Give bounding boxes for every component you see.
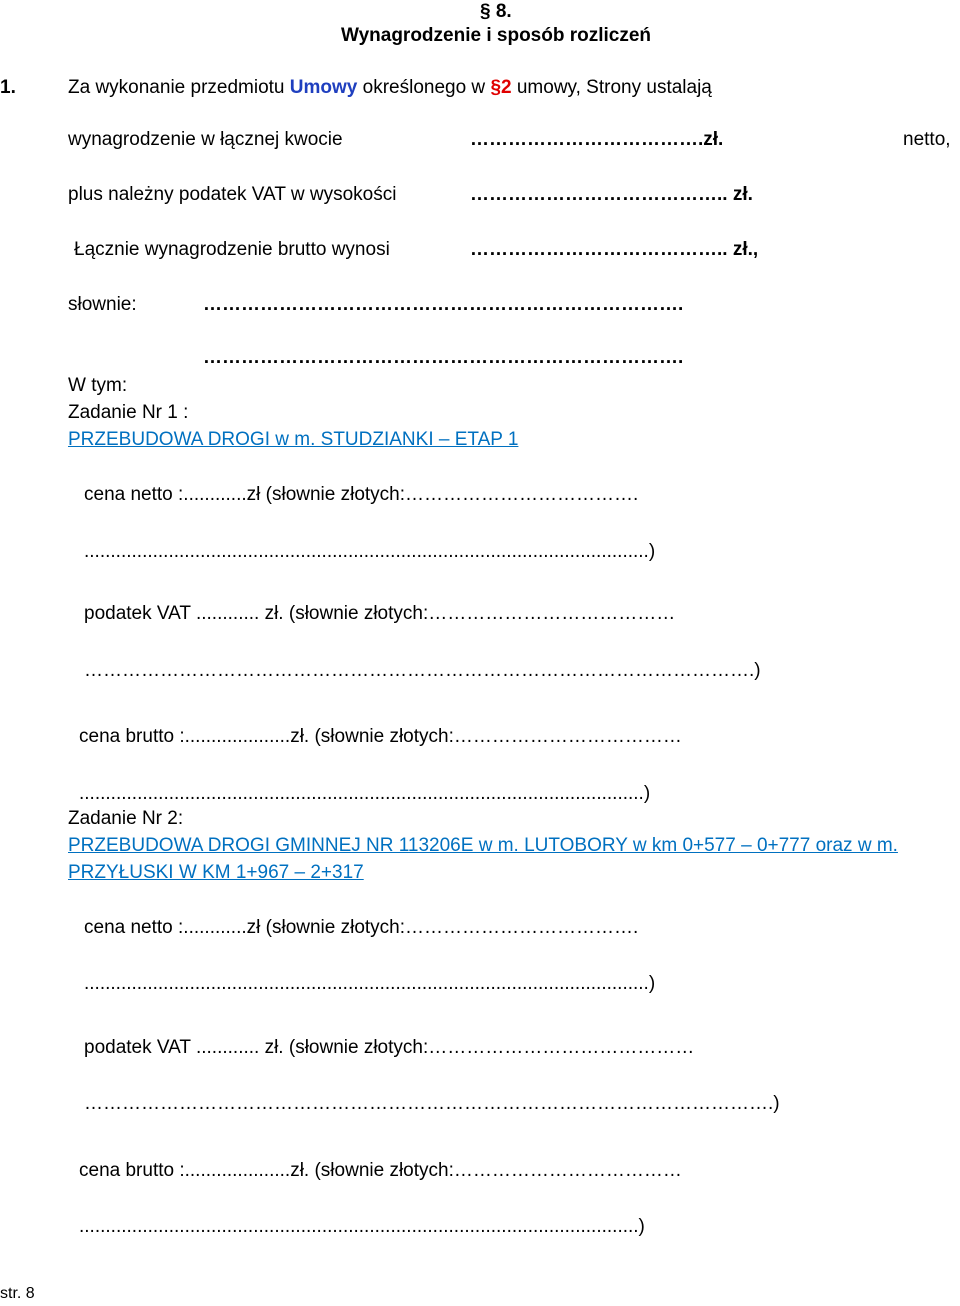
- slownie-line-1: ………………………………………………………………….: [203, 294, 684, 315]
- section-title: Wynagrodzenie i sposób rozliczeń: [341, 25, 652, 46]
- section-ref: §2: [490, 77, 512, 98]
- task-1-vat-cont: …………………………………………………………………………………………….): [84, 660, 761, 681]
- task-2-netto-cont: ...........................................................................................................): [84, 973, 656, 994]
- point-1-text-middle: określonego w: [357, 77, 491, 98]
- task-2-brutto-cont: ..........................................................................................................): [79, 1216, 645, 1237]
- point-1-text-before: Za wykonanie przedmiotu: [68, 77, 290, 98]
- task-1-brutto-cont: ...........................................................................................................): [79, 783, 651, 804]
- task-1-netto: cena netto :............zł (słownie złotych:……………………………….: [84, 484, 639, 505]
- slownie-line-2: ………………………………………………………………….: [203, 347, 684, 368]
- task-1-netto-cont: ...........................................................................................................): [84, 541, 656, 562]
- vat-label: plus należny podatek VAT w wysokości: [68, 184, 397, 205]
- page-number: str. 8: [0, 1285, 35, 1302]
- point-1-text: [68, 76, 712, 100]
- point-1-text-after: umowy, Strony ustalają: [511, 77, 712, 98]
- umowy-term: Umowy: [289, 77, 358, 98]
- netto-label: wynagrodzenie w łącznej kwocie: [68, 129, 343, 150]
- task-2-title-line-2: PRZYŁUSKI W KM 1+967 – 2+317: [68, 862, 364, 883]
- section-number: § 8.: [480, 1, 512, 22]
- task-1-label: Zadanie Nr 1 :: [68, 402, 189, 423]
- task-1-vat: podatek VAT ............ zł. (słownie złotych:…………………………………: [84, 603, 676, 624]
- task-2-netto: cena netto :............zł (słownie złotych:……………………………….: [84, 917, 639, 938]
- task-2-vat: podatek VAT ............ zł. (słownie złotych:……………………………………: [84, 1037, 695, 1058]
- task-2-label: Zadanie Nr 2:: [68, 808, 184, 829]
- task-1-brutto: cena brutto :....................zł. (słownie złotych:………………………………: [79, 726, 682, 747]
- task-1-title: PRZEBUDOWA DROGI w m. STUDZIANKI – ETAP 1: [68, 429, 519, 450]
- slownie-label: słownie:: [68, 294, 137, 315]
- netto-value: ……………………………….zł.: [470, 129, 724, 150]
- brutto-value: ………………………………….. zł.,: [470, 239, 759, 260]
- task-2-brutto: cena brutto :....................zł. (słownie złotych:………………………………: [79, 1160, 682, 1181]
- w-tym-label: W tym:: [68, 375, 128, 396]
- point-number: 1.: [0, 77, 16, 98]
- task-2-vat-cont: ……………………………………………………………………………………………….): [84, 1093, 780, 1114]
- netto-suffix: netto,: [903, 129, 951, 150]
- task-2-title-line-1: PRZEBUDOWA DROGI GMINNEJ NR 113206E w m. LUTOBORY w km 0+577 – 0+777 oraz w m.: [68, 835, 898, 856]
- vat-value: ………………………………….. zł.: [470, 184, 753, 205]
- brutto-label: Łącznie wynagrodzenie brutto wynosi: [74, 239, 390, 260]
